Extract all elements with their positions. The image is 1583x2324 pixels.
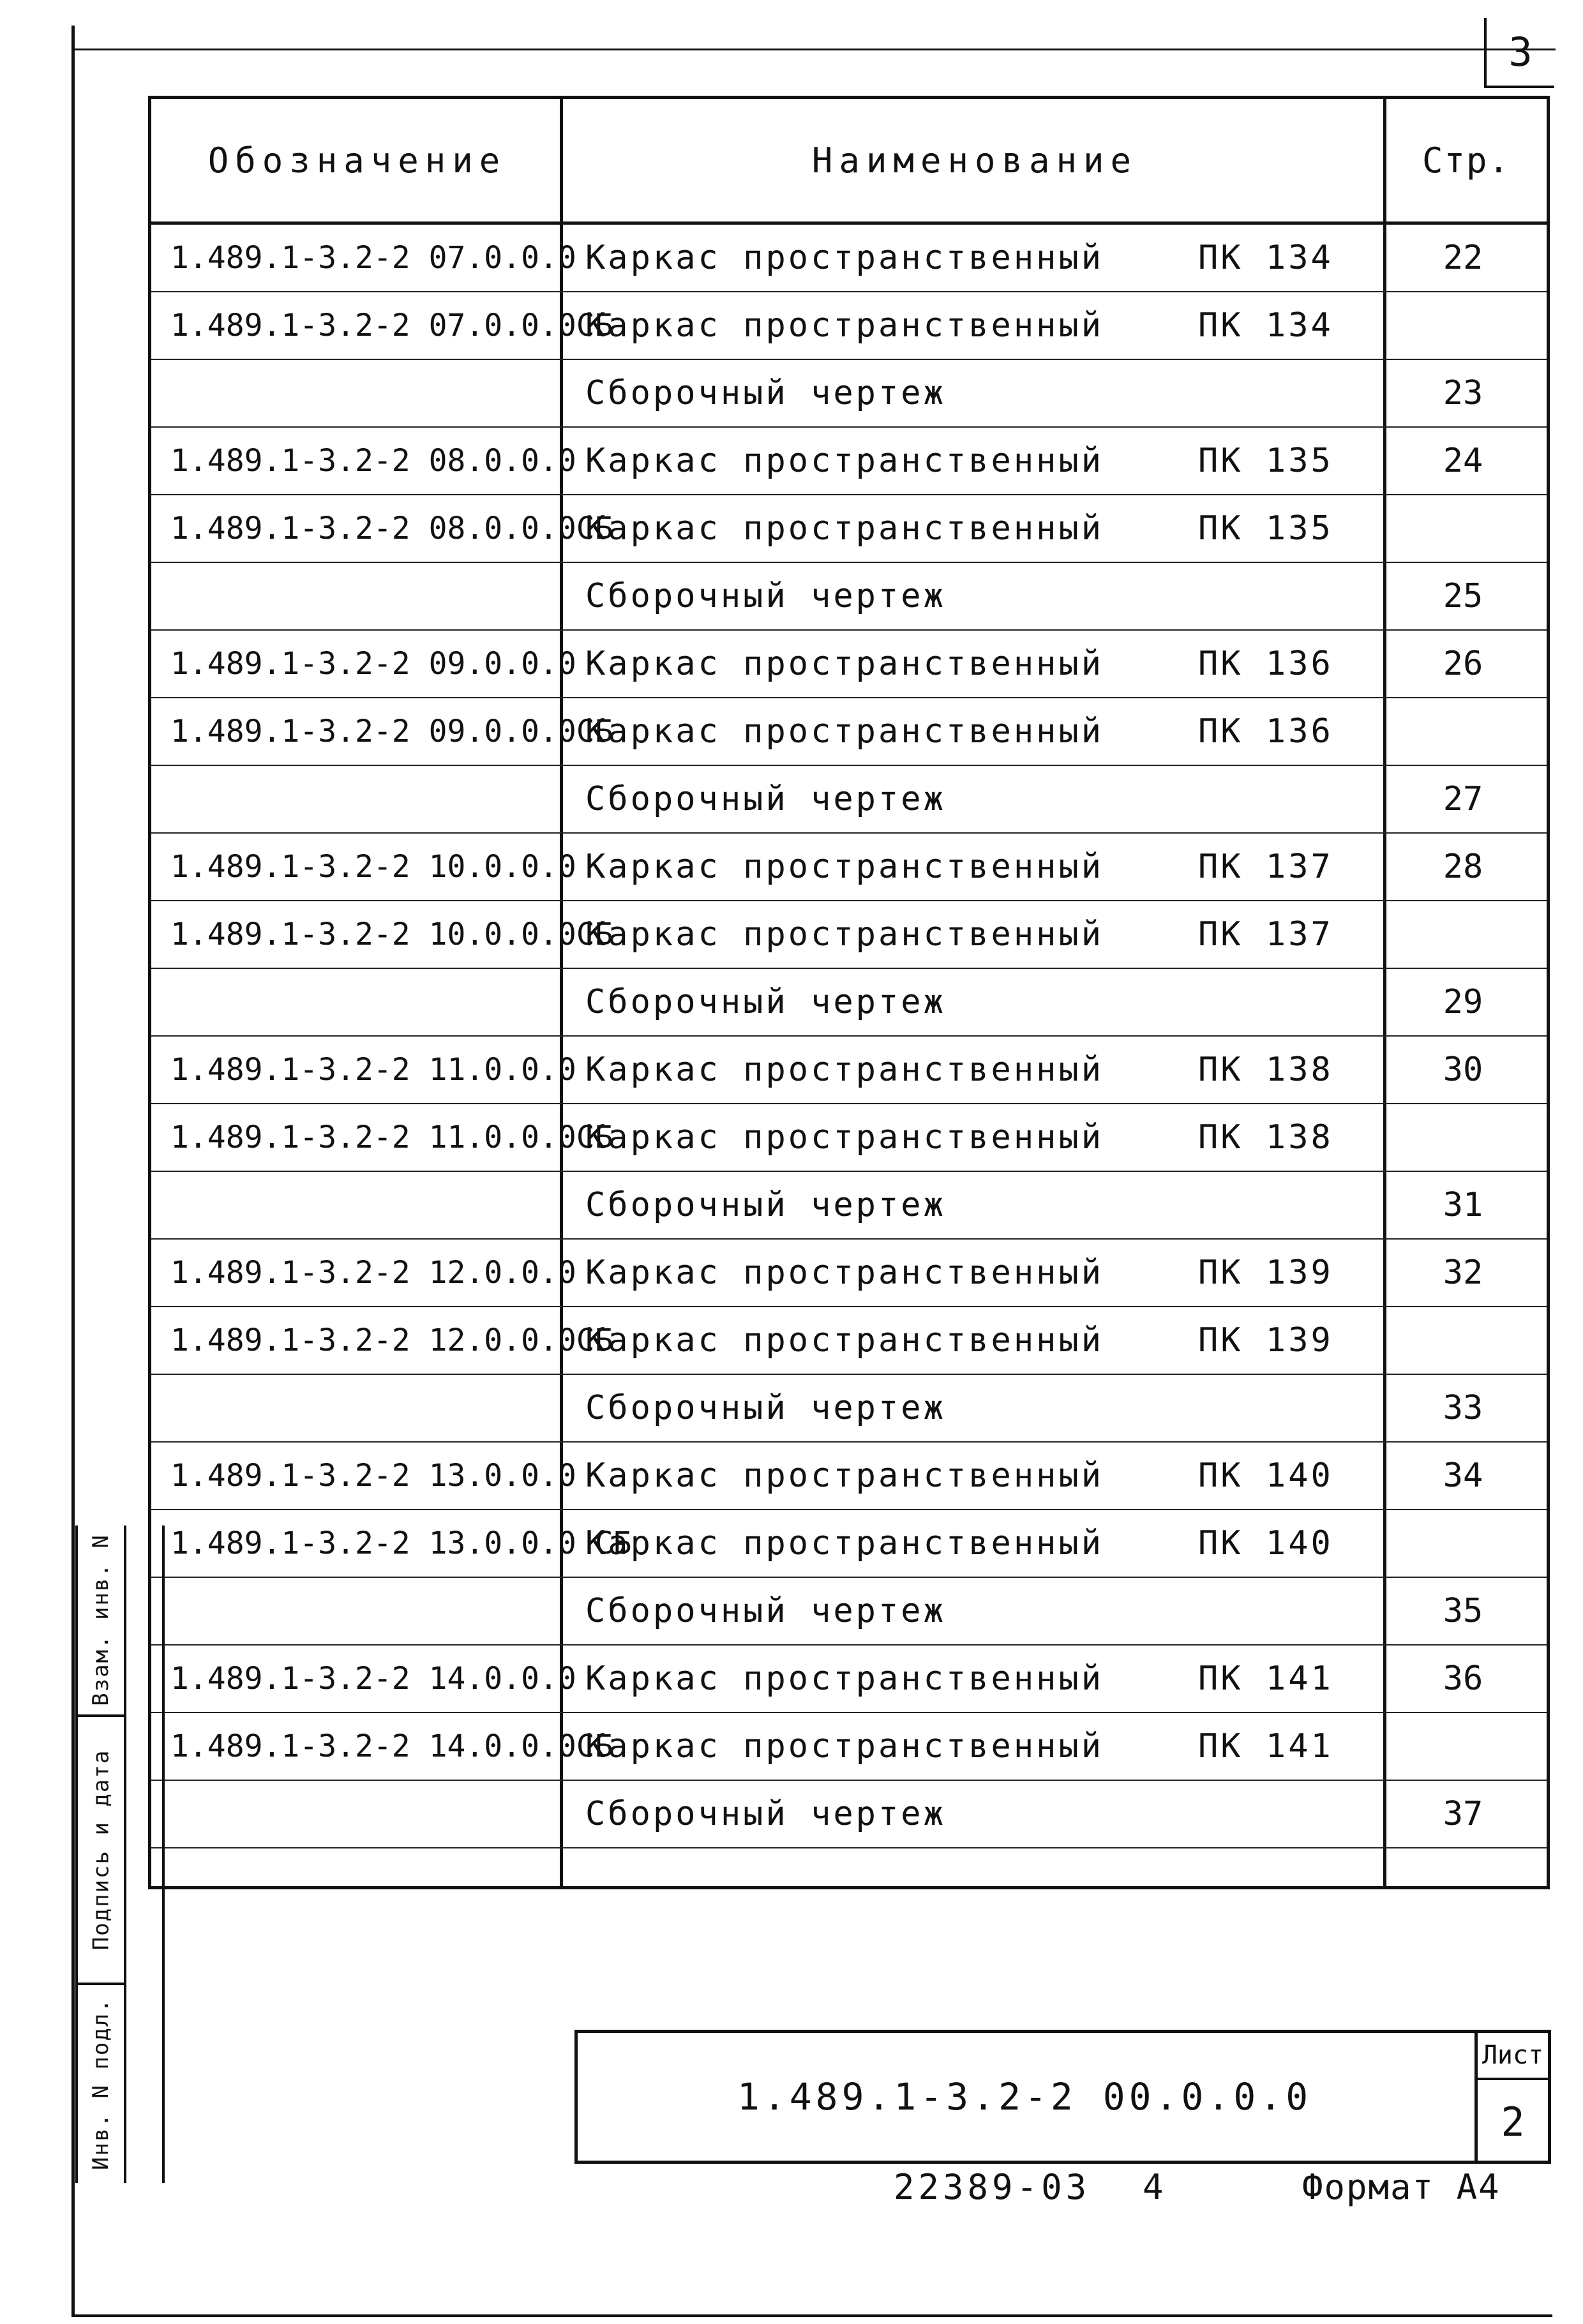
row-page [1386,1104,1540,1171]
row-mark [1198,1578,1390,1644]
document-number: 1.489.1-3.2-2 00.0.0.0 [737,2075,1312,2118]
row-name: Сборочный чертеж [585,577,946,615]
row-mark: ПК 137 [1198,915,1333,954]
format-label: Формат А4 [1302,2167,1501,2207]
row-mark [1198,1375,1390,1441]
row-name: Сборочный чертеж [585,1389,946,1427]
table-row [151,495,1547,563]
row-name: Каркас пространственный [585,509,1104,548]
row-page: 34 [1443,1457,1483,1495]
header-page: Стр. [1422,140,1511,181]
row-mark: ПК 138 [1198,1118,1333,1157]
row-code [170,1172,553,1238]
table-row [151,1781,1547,1848]
row-code [170,1375,553,1441]
row-code: 1.489.1-3.2-2 11.0.0.0СБ [170,1120,613,1155]
row-mark: ПК 139 [1198,1321,1333,1360]
row-code: 1.489.1-3.2-2 12.0.0.0 [170,1255,576,1291]
row-code [170,1781,553,1847]
row-code: 1.489.1-3.2-2 10.0.0.0СБ [170,917,613,952]
title-block [574,2030,1551,2164]
table-row [151,428,1547,495]
row-mark: ПК 139 [1198,1254,1333,1292]
side-label-inv: Инв. N подл. [88,1998,114,2170]
row-name: Каркас пространственный [585,712,1104,751]
row-mark [1198,1781,1390,1847]
row-page: 32 [1443,1254,1483,1292]
table-row [151,1037,1547,1104]
row-name: Сборочный чертеж [585,1592,946,1630]
row-code: 1.489.1-3.2-2 14.0.0.0 [170,1661,576,1697]
table-row [151,1240,1547,1307]
row-page [1386,698,1540,765]
row-mark [1198,1172,1390,1238]
row-code: 1.489.1-3.2-2 09.0.0.0СБ [170,714,613,749]
row-name: Каркас пространственный [585,1321,1104,1360]
row-code [170,766,553,832]
row-code: 1.489.1-3.2-2 12.0.0.0СБ [170,1323,613,1358]
row-page: 22 [1443,239,1483,277]
row-mark: ПК 138 [1198,1051,1333,1089]
row-mark: ПК 136 [1198,712,1333,751]
row-mark: ПК 137 [1198,848,1333,886]
archive-number: 22389-03 [894,2167,1091,2207]
row-page [1386,901,1540,968]
table-row [151,1307,1547,1375]
row-code: 1.489.1-3.2-2 11.0.0.0 [170,1052,576,1088]
table-row [151,1443,1547,1510]
row-page: 24 [1443,442,1483,480]
row-code: 1.489.1-3.2-2 09.0.0.0 [170,646,576,682]
row-page [1386,1510,1540,1577]
row-mark: ПК 135 [1198,442,1333,480]
table-row [151,631,1547,698]
row-page [1386,292,1540,359]
corner-page-number: 3 [1484,18,1554,88]
side-stamp-blank-column [126,1526,165,2183]
row-mark: ПК 140 [1198,1524,1333,1563]
row-page: 36 [1443,1660,1483,1698]
row-name: Каркас пространственный [585,306,1104,345]
row-code: 1.489.1-3.2-2 10.0.0.0 [170,849,576,885]
sheet-label: Лист [1478,2033,1548,2080]
header-designation: Обозначение [207,140,507,181]
row-mark: ПК 135 [1198,509,1333,548]
row-name: Каркас пространственный [585,645,1104,683]
row-mark: ПК 134 [1198,306,1333,345]
archive-mark: 4 [1143,2167,1167,2207]
row-mark [1198,766,1390,832]
table-row [151,1578,1547,1646]
header-name: Наименование [811,140,1138,181]
row-page: 37 [1443,1795,1483,1833]
side-label-podpis: Подпись и дата [88,1749,114,1951]
row-page: 27 [1443,780,1483,818]
row-page: 35 [1443,1592,1483,1630]
side-cell-podpis [78,1717,124,1985]
row-page: 29 [1443,983,1483,1021]
row-page [1386,1307,1540,1374]
table-row [151,1172,1547,1240]
table-row [151,766,1547,834]
table-row [151,563,1547,631]
row-page [1386,495,1540,562]
row-name: Каркас пространственный [585,915,1104,954]
table-row [151,360,1547,428]
row-name: Сборочный чертеж [585,374,946,412]
row-name: Каркас пространственный [585,1254,1104,1292]
row-mark [1198,360,1390,426]
row-code: 1.489.1-3.2-2 07.0.0.0 [170,240,576,276]
row-code: 1.489.1-3.2-2 14.0.0.0СБ [170,1728,613,1764]
row-mark [1198,969,1390,1035]
row-name: Каркас пространственный [585,1118,1104,1157]
row-code [170,1578,553,1644]
table-row [151,1713,1547,1781]
row-name: Каркас пространственный [585,1457,1104,1495]
row-name: Каркас пространственный [585,442,1104,480]
row-page: 23 [1443,374,1483,412]
row-code: 1.489.1-3.2-2 08.0.0.0 [170,443,576,479]
table-row [151,225,1547,292]
row-mark: ПК 140 [1198,1457,1333,1495]
table-row [151,834,1547,901]
row-page: 25 [1443,577,1483,615]
table-row [151,1375,1547,1443]
row-mark: ПК 136 [1198,645,1333,683]
side-label-vzam: Взам. инв. N [88,1534,114,1706]
row-mark: ПК 134 [1198,239,1333,277]
row-page: 33 [1443,1389,1483,1427]
row-page: 30 [1443,1051,1483,1089]
table-row [151,292,1547,360]
side-cell-inv [78,1985,124,2183]
row-code: 1.489.1-3.2-2 13.0.0.0 СБ [170,1526,632,1561]
row-mark [1198,563,1390,629]
row-code: 1.489.1-3.2-2 08.0.0.0СБ [170,511,613,546]
table-row [151,698,1547,766]
sheet-box [1474,2033,1548,2161]
row-name: Каркас пространственный [585,1051,1104,1089]
row-name: Каркас пространственный [585,239,1104,277]
row-mark: ПК 141 [1198,1727,1333,1765]
row-name: Сборочный чертеж [585,1795,946,1833]
row-name: Сборочный чертеж [585,780,946,818]
row-code: 1.489.1-3.2-2 07.0.0.0СБ [170,308,613,343]
row-code [170,563,553,629]
table-row [151,1104,1547,1172]
table-row [151,969,1547,1037]
row-code: 1.489.1-3.2-2 13.0.0.0 [170,1458,576,1494]
row-mark: ПК 141 [1198,1660,1333,1698]
row-page: 26 [1443,645,1483,683]
table-row [151,1510,1547,1578]
contents-table [148,96,1550,1889]
row-name: Каркас пространственный [585,1727,1104,1765]
table-row [151,901,1547,969]
sheet-number: 2 [1501,2098,1525,2145]
side-cell-vzam [78,1526,124,1717]
row-page [1386,1713,1540,1780]
row-name: Сборочный чертеж [585,983,946,1021]
row-code [170,360,553,426]
row-name: Каркас пространственный [585,848,1104,886]
row-code [170,969,553,1035]
row-name: Каркас пространственный [585,1660,1104,1698]
table-row [151,1646,1547,1713]
row-page: 28 [1443,848,1483,886]
row-name: Каркас пространственный [585,1524,1104,1563]
row-page: 31 [1443,1186,1483,1224]
frame-top-line [75,49,1556,50]
row-name: Сборочный чертеж [585,1186,946,1224]
side-stamp [75,1526,126,2183]
